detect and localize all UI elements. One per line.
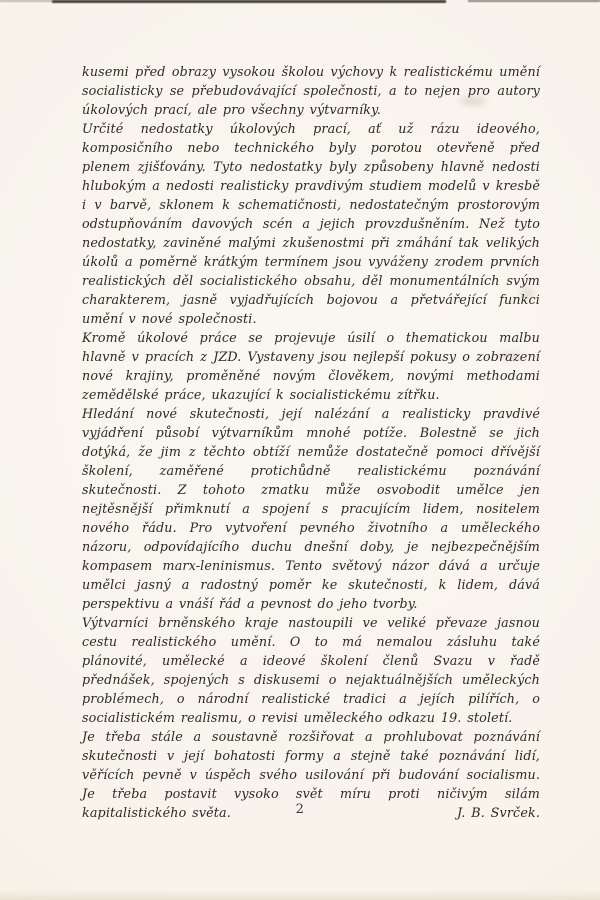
scan-edge-artifact [468,0,600,2]
paragraph-closing-text: Je třeba stále a soustavně rozšiřovat a prohlubovat poznávání skutečnosti v její bohatosti formy a stejně také poznávání lidí, věřících pevně v úspěch svého usilování při budování socialismu. Je třeba postavit vysoko svět míru proti ničivým silám kapitalistického světa. [82,729,540,820]
paragraph-shortcomings: Určité nedostatky úkolových prací, ať už rázu ideového, komposičního nebo technického byly porotou otevřeně před plenem zjišťovány. Tyto nedostatky byly způsobeny hlavně nedosti hlubokým a nedosti realisticky pravdivým studiem modelů v kresbě i v barvě, sklonem k schematičnosti, nedostatečným prostorovým odstupňováním davových scén a jejich provzdušněním. Než tyto nedostatky, zaviněné malými zkušenostmi při zmáhání tak velikých úkolů a poměrně krátkým termínem jsou vyváženy zrodem prvních realistických děl socialistického obsahu, děl monumentálních svým charakterem, jasně vyjadřujících bojovou a přetvářející funkci umění v nové společnosti. [82,121,540,326]
author-signature: J. B. Svrček. [457,805,540,820]
paragraph-thematic-painting: Kromě úkolové práce se projevuje úsilí o thematickou malbu hlavně v pracích z JZD. Vystaveny jsou nejlepší pokusy o zobrazení nové krajiny, proměněné novým člověkem, novými methodami zemědělské práce, ukazující k socialistickému zítřku. [82,330,540,402]
paragraph-continuation: kusemi před obrazy vysokou školou výchovy k realistickému umění socialisticky se přebudovávající společnosti, a to nejen pro autory úkolových prací, ale pro všechny výtvarníky. [82,64,540,117]
scan-edge-artifact [0,0,52,2]
page-number: 2 [295,802,305,817]
paragraph-new-reality: Hledání nové skutečnosti, její nalézání a realisticky pravdivé vyjádření působí výtvarníkům mnohé potíže. Bolestně se jich dotýká, že jim z těchto obtíží nemůže dostatečně pomoci dřívější školení, zaměřené protichůdně realistickému poznávání skutečnosti. Z tohoto zmatku může osvobodit umělce jen nejtěsnější přimknutí a spojení s pracujícím lidem, nositelem nového řádu. Pro vytvoření pevného životního a uměleckého názoru, odpovídajícího duchu dnešní doby, je nejbezpečnějším kompasem marx-leninismus. Tento světový názor dává a určuje umělci jasný a radostný poměr ke skutečnosti, k lidem, dává perspektivu a vnáší řád a pevnost do jeho tvorby. [82,406,540,611]
paragraph-brno-artists: Výtvarníci brněnského kraje nastoupili ve veliké převaze jasnou cestu realistického umění. O to má nemalou zásluhu také plánovité, umělecké a ideové školení členů Svazu v řadě přednášek, spojených s diskusemi o nejaktuálnějších uměleckých problémech, o národní realistické tradici a jejích pilířích, o socialistickém realismu, o revisi uměleckého odkazu 19. století. [82,615,540,725]
body-text [82,62,540,822]
scan-edge-artifact [52,0,446,3]
scan-edge-artifact [0,890,600,900]
